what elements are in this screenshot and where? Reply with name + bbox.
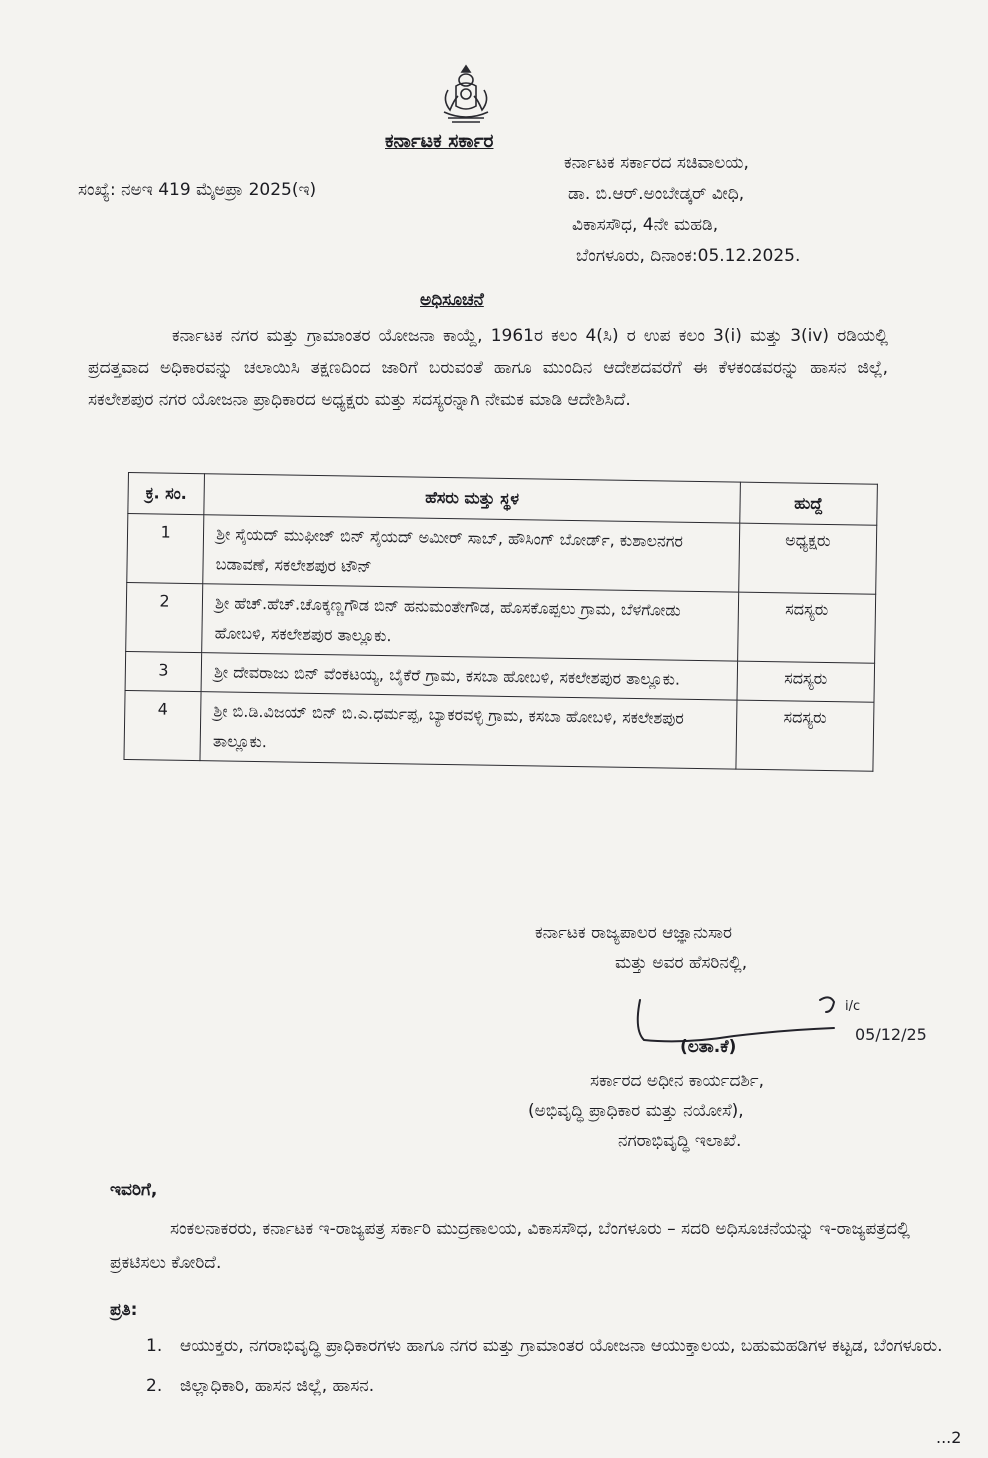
name-and-place: ಶ್ರೀ ದೇವರಾಜು ಬಿನ್ ವೆಂಕಟಯ್ಯ, ಬೈಕೆರೆ ಗ್ರಾಮ, ಕಸಬಾ ಹೋಬಳಿ, ಸಕಲೇಶಪುರ ತಾಲ್ಲೂಕು. (201, 653, 737, 700)
header-post: ಹುದ್ದೆ (740, 482, 878, 525)
list-item (146, 1330, 956, 1362)
authority-line-2: ಮತ್ತು ಅವರ ಹೆಸರಿನಲ್ಲಿ, (615, 953, 748, 973)
notification-heading: ಅಧಿಸೂಚನೆ (420, 290, 484, 310)
copy-to-list (146, 1330, 956, 1410)
serial-number: 4 (124, 690, 201, 760)
designation-line: (ಅಭಿವೃದ್ಧಿ ಪ್ರಾಧಿಕಾರ ಮತ್ತು ನಯೋಸೆ), (528, 1101, 744, 1121)
signatory-name: (ಲತಾ.ಕೆ) (680, 1037, 737, 1057)
signature-date: 05/12/25 (855, 1025, 927, 1044)
serial-number: 3 (125, 651, 202, 691)
name-and-place: ಶ್ರೀ ಸೈಯದ್ ಮುಫೀಜ್ ಬಿನ್ ಸೈಯದ್ ಅಮೀರ್ ಸಾಬ್, ಹೌಸಿಂಗ್ ಬೋರ್ಡ್, ಕುಶಾಲನಗರ ಬಡಾವಣೆ, ಸಕಲೇಶಪುರ ಟೌನ್ (203, 515, 740, 592)
list-item (146, 1370, 956, 1402)
address-line: ಡಾ. ಬಿ.ಆರ್.ಅಂಬೇಡ್ಕರ್ ವೀಧಿ, (568, 184, 745, 204)
header-serial-number: ಕ್ರ. ಸಂ. (128, 473, 205, 515)
appointees-table (123, 472, 877, 772)
copy-to-label: ಪ್ರತಿ: (110, 1300, 138, 1320)
serial-number: 1 (127, 514, 204, 584)
post: ಸದಸ್ಯರು (737, 592, 875, 663)
signatory-designation (528, 1066, 764, 1156)
to-label: ಇವರಿಗೆ, (110, 1180, 158, 1200)
list-item-text: ಜಿಲ್ಲಾಧಿಕಾರಿ, ಹಾಸನ ಜಿಲ್ಲೆ, ಹಾಸನ. (180, 1376, 375, 1396)
government-title: ಕರ್ನಾಟಕ ಸರ್ಕಾರ (385, 130, 494, 152)
table-row (127, 514, 877, 595)
body-text: ಕರ್ನಾಟಕ ನಗರ ಮತ್ತು ಗ್ರಾಮಾಂತರ ಯೋಜನಾ ಕಾಯ್ದೆ, 1961ರ ಕಲಂ 4(ಸಿ) ರ ಉಪ ಕಲಂ 3(i) ಮತ್ತು 3(iv) ರಡಿಯಲ್ಲಿ ಪ್ರದತ್ತವಾದ ಅಧಿಕಾರವನ್ನು ಚಲಾಯಿಸಿ ತಕ್ಷಣದಿಂದ ಜಾರಿಗೆ ಬರುವಂತೆ ಹಾಗೂ ಮುಂದಿನ ಆದೇಶದವರೆಗೆ ಈ ಕೆಳಕಂಡವರನ್ನು ಹಾಸನ ಜಿಲ್ಲೆ, ಸಕಲೇಶಪುರ ನಗರ ಯೋಜನಾ ಪ್ರಾಧಿಕಾರದ ಅಧ್ಯಕ್ಷರು ಮತ್ತು ಸದಸ್ಯರನ್ನಾಗಿ ನೇಮಕ ಮಾಡಿ ಆದೇಶಿಸಿದೆ. (88, 326, 888, 410)
authority-line (535, 918, 747, 978)
post: ಅಧ್ಯಕ್ಷರು (738, 523, 876, 594)
list-item-number: 1. (146, 1336, 163, 1356)
svg-text:i/c: i/c (845, 999, 861, 1014)
post: ಸದಸ್ಯರು (737, 661, 875, 702)
post: ಸದಸ್ಯರು (736, 700, 874, 771)
address-date-line: ಬೆಂಗಳೂರು, ದಿನಾಂಕ:05.12.2025. (576, 246, 801, 266)
designation-line: ಸರ್ಕಾರದ ಅಧೀನ ಕಾರ್ಯದರ್ಶಿ, (590, 1071, 764, 1091)
to-text: ಸಂಕಲನಾಕರರು, ಕರ್ನಾಟಕ ಇ-ರಾಜ್ಯಪತ್ರ ಸರ್ಕಾರಿ ಮುದ್ರಣಾಲಯ, ವಿಕಾಸಸೌಧ, ಬೆಂಗಳೂರು – ಸದರಿ ಅಧಿಸೂಚನೆಯನ್ನು ಇ-ರಾಜ್ಯಪತ್ರದಲ್ಲಿ ಪ್ರಕಟಿಸಲು ಕೋರಿದೆ. (110, 1219, 910, 1273)
karnataka-state-emblem-icon (430, 60, 502, 132)
list-item-number: 2. (146, 1376, 163, 1396)
table-row (126, 582, 876, 663)
to-recipient-text (110, 1212, 960, 1280)
handwritten-signature (620, 980, 950, 1060)
address-line: ಕರ್ನಾಟಕ ಸರ್ಕಾರದ ಸಚಿವಾಲಯ, (564, 153, 749, 173)
designation-line: ನಗರಾಭಿವೃದ್ಧಿ ಇಲಾಖೆ. (618, 1131, 742, 1151)
header-name-and-place: ಹೆಸರು ಮತ್ತು ಸ್ಥಳ (204, 474, 740, 523)
name-and-place: ಶ್ರೀ ಬಿ.ಡಿ.ವಿಜಯ್ ಬಿನ್ ಬಿ.ಎ.ಧರ್ಮಪ್ಪ, ಬ್ಯಾಕರವಳ್ಳಿ ಗ್ರಾಮ, ಕಸಬಾ ಹೋಬಳಿ, ಸಕಲೇಶಪುರ ತಾಲ್ಲೂಕು. (200, 692, 737, 769)
table-row (124, 690, 874, 771)
authority-line-1: ಕರ್ನಾಟಕ ರಾಜ್ಯಪಾಲರ ಆಜ್ಞಾನುಸಾರ (535, 923, 733, 943)
reference-number: ಸಂಖ್ಯೆ: ನಅಇ 419 ಮೈಅಪ್ರಾ 2025(ಇ) (78, 180, 317, 200)
name-and-place: ಶ್ರೀ ಹೆಚ್.ಹೆಚ್.ಚೊಕ್ಕಣ್ಣಗೌಡ ಬಿನ್ ಹನುಮಂತೇಗೌಡ, ಹೊಸಕೊಪ್ಪಲು ಗ್ರಾಮ, ಬೆಳಗೋಡು ಹೋಬಳಿ, ಸಕಲೇಶಪುರ ತಾಲ್ಲೂಕು. (202, 584, 739, 661)
serial-number: 2 (126, 582, 203, 652)
address-line: ವಿಕಾಸಸೌಧ, 4ನೇ ಮಹಡಿ, (572, 215, 719, 235)
office-address (560, 148, 800, 272)
list-item-text: ಆಯುಕ್ತರು, ನಗರಾಭಿವೃದ್ಧಿ ಪ್ರಾಧಿಕಾರಗಳು ಹಾಗೂ ನಗರ ಮತ್ತು ಗ್ರಾಮಾಂತರ ಯೋಜನಾ ಆಯುಕ್ತಾಲಯ, ಬಹುಮಹಡಿಗಳ ಕಟ್ಟಡ, ಬೆಂಗಳೂರು. (180, 1336, 943, 1356)
notification-body (88, 320, 888, 416)
page-continuation: ...2 (936, 1428, 962, 1447)
